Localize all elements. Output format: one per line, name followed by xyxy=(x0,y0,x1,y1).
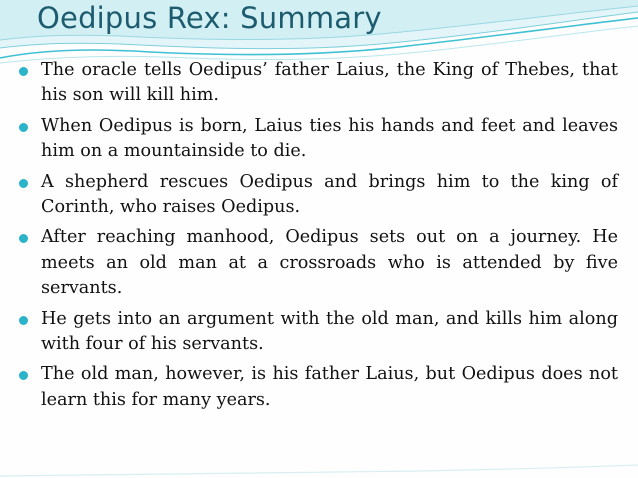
bullet-marker-icon xyxy=(19,123,28,132)
bullet-text: When Oedipus is born, Laius ties his hands and feet and leaves him on a mountainside to die. xyxy=(41,115,618,162)
footer-wave-decoration xyxy=(0,460,638,478)
bullet-marker-icon xyxy=(19,371,28,380)
bullet-item xyxy=(18,362,618,413)
bullet-marker-icon xyxy=(19,234,28,243)
page-title: Oedipus Rex: Summary xyxy=(37,1,382,35)
bullet-text: The oracle tells Oedipus’ father Laius, the King of Thebes, that his son will kill him. xyxy=(41,60,618,106)
bullet-item xyxy=(18,170,618,221)
bullet-text: The old man, however, is his father Laius, but Oedipus does not learn this for many years. xyxy=(41,364,618,410)
bullet-item xyxy=(18,58,618,109)
bullet-text: A shepherd rescues Oedipus and brings him to the king of Corinth, who raises Oedipus. xyxy=(41,171,618,218)
bullet-text: He gets into an argument with the old man, and kills him along with four of his servants. xyxy=(41,308,618,355)
bullet-marker-icon xyxy=(19,179,28,188)
bullet-text: After reaching manhood, Oedipus sets out on a journey. He meets an old man at a crossroads who is attended by five servants. xyxy=(41,227,618,299)
bullet-marker-icon xyxy=(19,67,28,76)
bullet-item xyxy=(18,114,618,165)
bullet-item xyxy=(18,225,618,301)
bullet-item xyxy=(18,307,618,358)
bullet-list xyxy=(18,58,618,418)
bullet-marker-icon xyxy=(19,316,28,325)
